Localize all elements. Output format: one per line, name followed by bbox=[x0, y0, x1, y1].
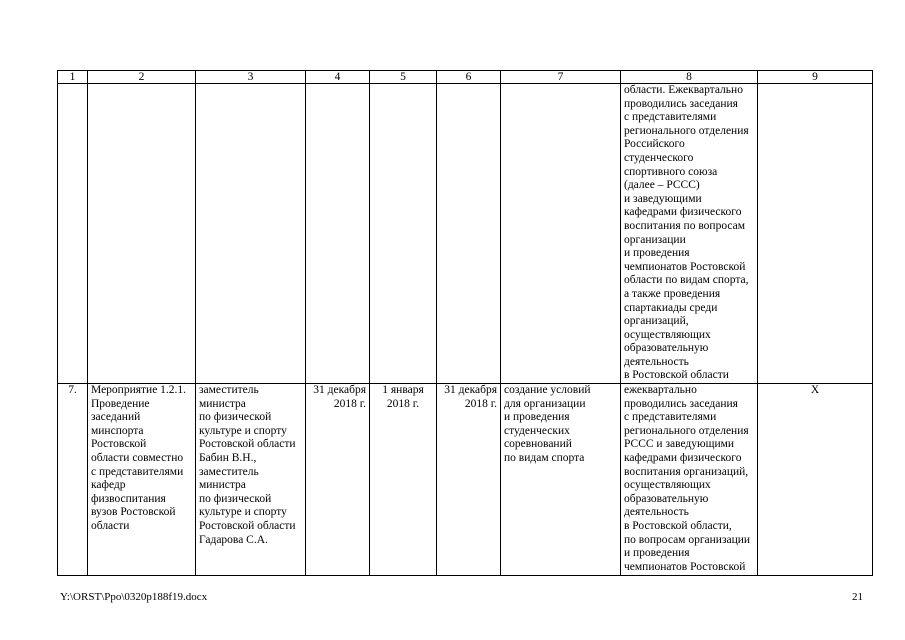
cont-cell-1 bbox=[58, 84, 88, 384]
header-row bbox=[58, 71, 873, 84]
cont-cell-9 bbox=[758, 84, 873, 384]
cont-cell-5 bbox=[370, 84, 437, 384]
header-cell-9: 9 bbox=[758, 71, 873, 84]
report-table bbox=[57, 70, 873, 576]
header-cell-2: 2 bbox=[88, 71, 196, 84]
page-number: 21 bbox=[852, 591, 863, 603]
date-cell-6: 31 декабря 2018 г. bbox=[437, 384, 501, 576]
cont-cell-2 bbox=[88, 84, 196, 384]
cont-cell-7 bbox=[501, 84, 621, 384]
cont-cell-6 bbox=[437, 84, 501, 384]
header-cell-3: 3 bbox=[196, 71, 306, 84]
date-cell-5: 1 января 2018 г. bbox=[370, 384, 437, 576]
col9-cell: Х bbox=[758, 384, 873, 576]
table-row-7 bbox=[58, 384, 873, 576]
table-row-continuation bbox=[58, 84, 873, 384]
cont-cell-result: области. Ежеквартально проводились заседания с представителями регионального отделения Российского студенческого спортивного союза (далее – РССС) и заведующими кафедрами физического воспитания по вопросам организации и проведения чемпионатов Ростовской области по видам спорта, а также проведения спартакиады среди организаций, осуществляющих образовательную деятельность в Ростовской области bbox=[621, 84, 758, 384]
header-cell-6: 6 bbox=[437, 71, 501, 84]
planned-result-cell: создание условий для организации и проведения студенческих соревнований по видам спорта bbox=[501, 384, 621, 576]
responsible-cell: заместитель министра по физической культуре и спорту Ростовской области Бабин В.Н., заместитель министра по физической культуре и спорту Ростовской области Гадарова С.А. bbox=[196, 384, 306, 576]
header-cell-1: 1 bbox=[58, 71, 88, 84]
cont-cell-3 bbox=[196, 84, 306, 384]
header-cell-8: 8 bbox=[621, 71, 758, 84]
header-cell-5: 5 bbox=[370, 71, 437, 84]
date-cell-4: 31 декабря 2018 г. bbox=[306, 384, 370, 576]
actual-result-cell: ежеквартально проводились заседания с представителями регионального отделения РССС и заведующими кафедрами физического воспитания организаций, осуществляющих образовательную деятельность в Ростовской области, по вопросам организации и проведения чемпионатов Ростовской bbox=[621, 384, 758, 576]
row-number: 7. bbox=[58, 384, 88, 576]
header-cell-7: 7 bbox=[501, 71, 621, 84]
cont-cell-4 bbox=[306, 84, 370, 384]
event-cell: Мероприятие 1.2.1. Проведение заседаний минспорта Ростовской области совместно с представителями кафедр физвоспитания вузов Ростовской области bbox=[88, 384, 196, 576]
file-path: Y:\ORST\Ppo\0320p188f19.docx bbox=[60, 591, 208, 603]
header-cell-4: 4 bbox=[306, 71, 370, 84]
